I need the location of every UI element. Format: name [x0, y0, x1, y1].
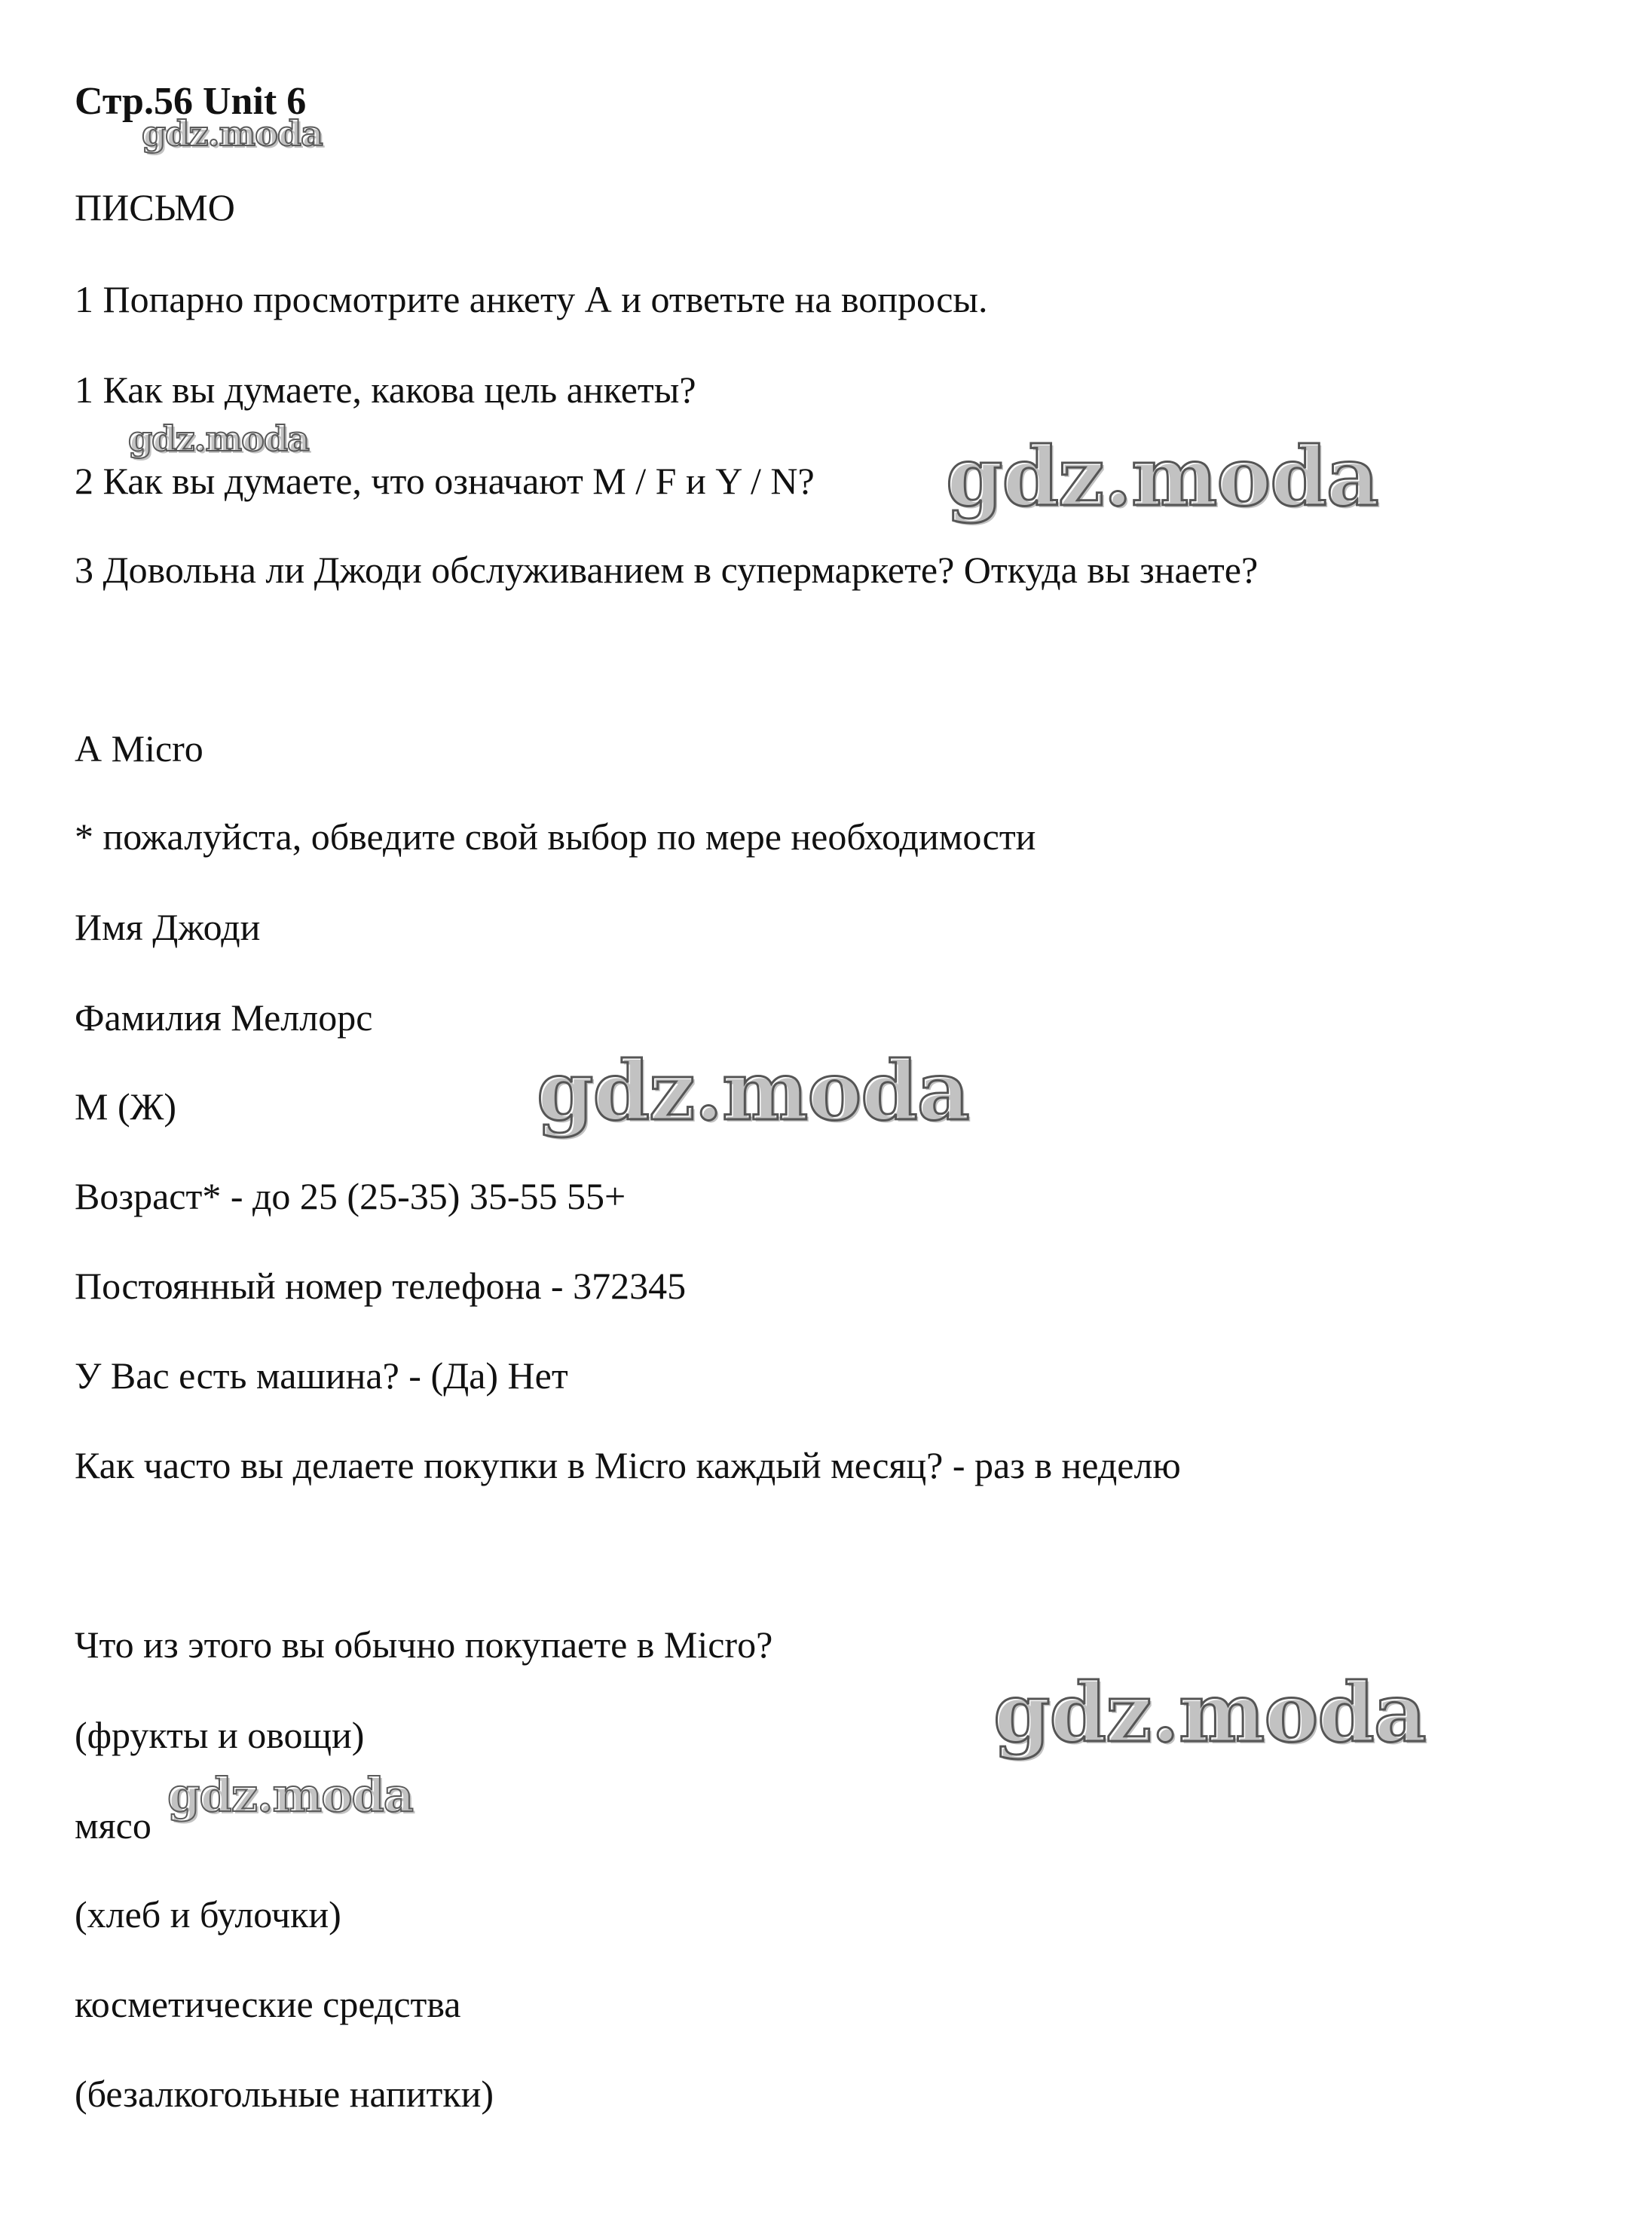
watermark-logo: gdz.moda — [993, 1666, 1426, 1761]
form-instruction: * пожалуйста, обведите свой выбор по мере необходимости — [75, 816, 1036, 858]
purchases-question: Что из этого вы обычно покупаете в Micro? — [75, 1623, 773, 1666]
question-3: 3 Довольна ли Джоди обслуживанием в супермаркете? Откуда вы знаете? — [75, 549, 1259, 591]
watermark-logo: gdz.moda — [128, 418, 309, 459]
form-car: У Вас есть машина? - (Да) Нет — [75, 1354, 568, 1397]
purchase-item: косметические средства — [75, 1983, 461, 2025]
form-phone: Постоянный номер телефона - 372345 — [75, 1265, 687, 1307]
purchase-item: (безалкогольные напитки) — [75, 2073, 494, 2115]
form-gender: М (Ж) — [75, 1085, 177, 1128]
form-title: А Micro — [75, 727, 203, 770]
question-2: 2 Как вы думаете, что означают M / F и Y / N? — [75, 460, 815, 502]
watermark-logo: gdz.moda — [167, 1767, 413, 1822]
form-last-name: Фамилия Меллорс — [75, 996, 373, 1039]
section-title: ПИСЬМО — [75, 186, 235, 228]
form-frequency: Как часто вы делаете покупки в Micro каждый месяц? - раз в неделю — [75, 1444, 1181, 1486]
purchase-item: (хлеб и булочки) — [75, 1893, 341, 1936]
watermark-logo: gdz.moda — [946, 430, 1378, 525]
form-age: Возраст* - до 25 (25-35) 35-55 55+ — [75, 1175, 626, 1217]
purchase-item: (фрукты и овощи) — [75, 1714, 365, 1756]
page-heading: Стр.56 Unit 6 — [75, 80, 307, 123]
watermark-logo: gdz.moda — [537, 1044, 969, 1139]
purchase-item: мясо — [75, 1804, 151, 1847]
watermark-logo: gdz.moda — [142, 113, 323, 154]
form-first-name: Имя Джоди — [75, 906, 261, 948]
question-1: 1 Как вы думаете, какова цель анкеты? — [75, 369, 696, 411]
task-instruction: 1 Попарно просмотрите анкету А и ответьте на вопросы. — [75, 278, 988, 320]
